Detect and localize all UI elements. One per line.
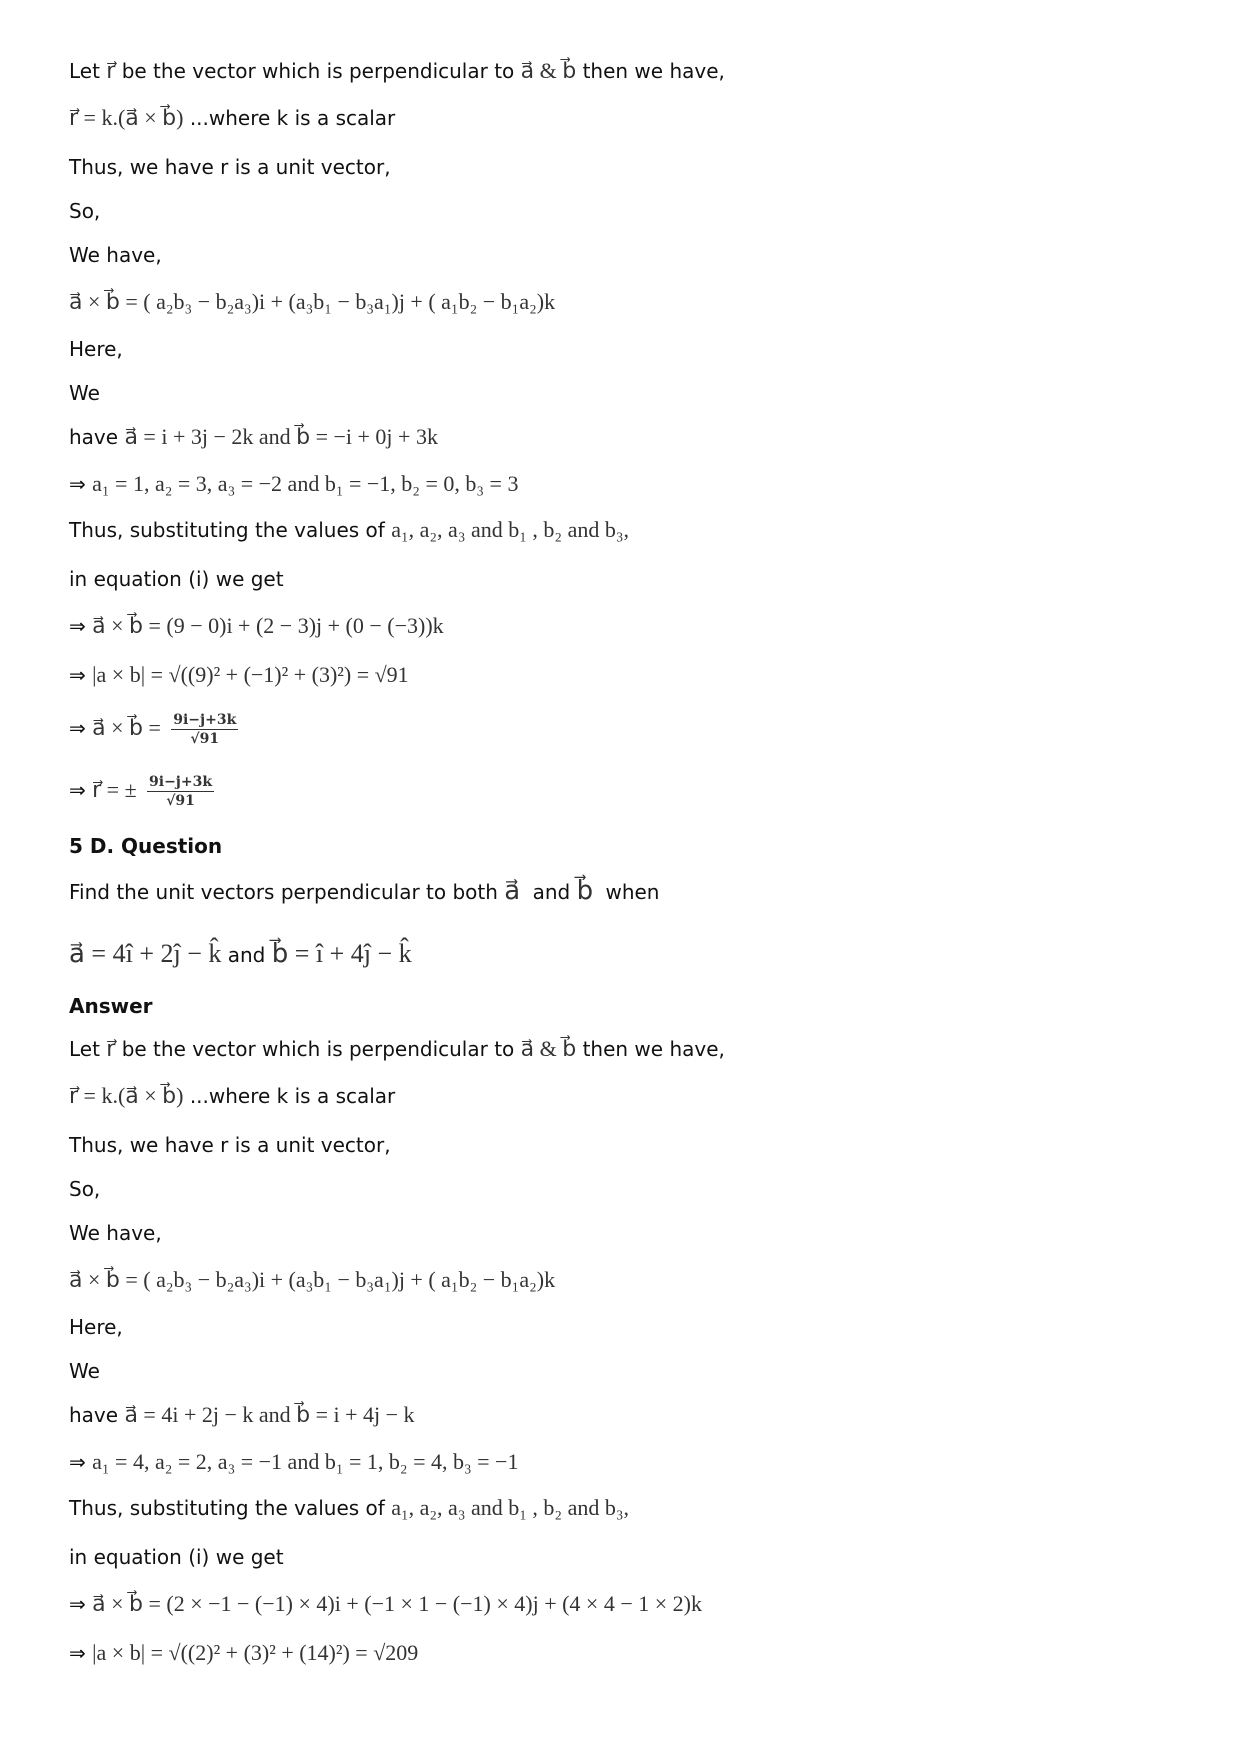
- math-expression: r⃗ = ±: [92, 777, 137, 802]
- math-line: [69, 470, 518, 498]
- text-line: [69, 565, 284, 593]
- line-text: ...where k is a scalar: [189, 106, 396, 130]
- fraction: [171, 712, 238, 747]
- math-expression: a⃗ & b⃗: [520, 58, 577, 83]
- text-line: [69, 241, 162, 269]
- fraction-numerator: 9i−j+3k: [173, 712, 237, 728]
- math-expression: a⃗ × b⃗ = ( a₂b₃ − b₂a₃)i + (a₃b₁ − b₃a₁)j + ( a₁b₂ − b₁a₂)k: [69, 1267, 556, 1292]
- line-text: So,: [69, 1177, 101, 1201]
- line-text: We have,: [69, 1221, 162, 1245]
- line-text: when: [605, 880, 660, 904]
- implies-arrow: ⇒: [69, 716, 86, 740]
- question-heading: [69, 832, 222, 860]
- text-line: [69, 1035, 725, 1063]
- math-expression: a₁ = 1, a₂ = 3, a₃ = −2 and b₁ = −1, b₂ = 0, b₃ = 3: [92, 471, 519, 496]
- fraction-denominator: √91: [190, 731, 220, 747]
- line-text: Let: [69, 1037, 100, 1061]
- implies-arrow: ⇒: [69, 472, 86, 496]
- fraction-denominator: √91: [166, 793, 195, 809]
- math-expression: a⃗ = 4î + 2ĵ − k̂: [69, 939, 222, 968]
- line-text: Find the unit vectors perpendicular to both: [69, 880, 498, 904]
- fraction-numerator: 9i−j+3k: [149, 774, 213, 790]
- line-text: Here,: [69, 1315, 123, 1339]
- line-text: Let: [69, 59, 100, 83]
- line-text: have: [69, 425, 119, 449]
- text-line: [69, 335, 123, 363]
- line-text: We: [69, 381, 100, 405]
- math-expression: a₁, a₂, a₃ and b₁ , b₂ and b₃,: [391, 1495, 630, 1520]
- fraction: [147, 774, 214, 809]
- text-line: [69, 153, 391, 181]
- math-expression: |a × b| = √((9)² + (−1)² + (3)²) = √91: [92, 662, 409, 687]
- math-expression: r⃗: [106, 58, 116, 83]
- math-line: [69, 661, 409, 689]
- math-line: [69, 423, 438, 451]
- line-text: then we have,: [582, 59, 725, 83]
- text-line: [69, 379, 100, 407]
- line-text: ...where k is a scalar: [189, 1084, 396, 1108]
- math-line: [69, 104, 395, 132]
- math-expression: r⃗ = k.(a⃗ × b⃗): [69, 105, 184, 130]
- math-line: [69, 1590, 702, 1618]
- math-expression: b⃗ = î + 4ĵ − k̂: [271, 939, 412, 968]
- text-line: [69, 1313, 123, 1341]
- line-text: be the vector which is perpendicular to: [121, 59, 515, 83]
- math-line: [69, 1494, 629, 1522]
- math-expression: r⃗: [106, 1036, 116, 1061]
- math-expression: a⃗ × b⃗ =: [92, 715, 161, 740]
- math-expression: a⃗ = i + 3j − 2k and b⃗ = −i + 0j + 3k: [124, 424, 438, 449]
- line-text: Thus, we have r is a unit vector,: [69, 155, 391, 179]
- math-line: [69, 712, 238, 747]
- implies-arrow: ⇒: [69, 663, 86, 687]
- line-text: be the vector which is perpendicular to: [121, 1037, 515, 1061]
- implies-arrow: ⇒: [69, 1592, 86, 1616]
- line-text: We: [69, 1359, 100, 1383]
- implies-arrow: ⇒: [69, 1641, 86, 1665]
- line-text: Thus, we have r is a unit vector,: [69, 1133, 391, 1157]
- math-line: [69, 1639, 418, 1667]
- math-expression: a₁, a₂, a₃ and b₁ , b₂ and b₃,: [391, 517, 630, 542]
- line-text: then we have,: [582, 1037, 725, 1061]
- implies-arrow: ⇒: [69, 778, 86, 802]
- answer-heading: [69, 992, 153, 1020]
- line-text: We have,: [69, 243, 162, 267]
- math-expression: r⃗ = k.(a⃗ × b⃗): [69, 1083, 184, 1108]
- math-expression: a⃗ × b⃗ = (2 × −1 − (−1) × 4)i + (−1 × 1 − (−1) × 4)j + (4 × 4 − 1 × 2)k: [92, 1591, 702, 1616]
- line-text: Here,: [69, 337, 123, 361]
- implies-arrow: ⇒: [69, 614, 86, 638]
- math-expression: a⃗ = 4i + 2j − k and b⃗ = i + 4j − k: [124, 1402, 415, 1427]
- math-expression: a⃗: [504, 876, 521, 905]
- math-expression: b⃗: [576, 876, 594, 905]
- heading-text: 5 D. Question: [69, 834, 223, 858]
- text-line: [69, 1219, 162, 1247]
- text-line: [69, 57, 725, 85]
- text-line: [69, 1357, 100, 1385]
- implies-arrow: ⇒: [69, 1450, 86, 1474]
- math-line: [69, 1266, 555, 1294]
- question-math: [69, 940, 412, 969]
- math-line: [69, 774, 214, 809]
- line-text: Thus, substituting the values of: [69, 1496, 385, 1520]
- line-text: and: [532, 880, 571, 904]
- heading-text: Answer: [69, 994, 153, 1018]
- math-line: [69, 288, 555, 316]
- math-line: [69, 1082, 395, 1110]
- math-line: [69, 516, 629, 544]
- math-expression: a₁ = 4, a₂ = 2, a₃ = −1 and b₁ = 1, b₂ = 4, b₃ = −1: [92, 1449, 519, 1474]
- text-line: [69, 1543, 284, 1571]
- text-line: [69, 1131, 391, 1159]
- question-text: [69, 877, 659, 906]
- math-expression: a⃗ × b⃗ = ( a₂b₃ − b₂a₃)i + (a₃b₁ − b₃a₁)j + ( a₁b₂ − b₁a₂)k: [69, 289, 556, 314]
- line-text: and: [227, 943, 266, 967]
- line-text: in equation (i) we get: [69, 567, 284, 591]
- math-expression: a⃗ × b⃗ = (9 − 0)i + (2 − 3)j + (0 − (−3))k: [92, 613, 444, 638]
- line-text: So,: [69, 199, 101, 223]
- text-line: [69, 197, 100, 225]
- text-line: [69, 1175, 100, 1203]
- line-text: in equation (i) we get: [69, 1545, 284, 1569]
- math-expression: a⃗ & b⃗: [520, 1036, 577, 1061]
- math-line: [69, 612, 444, 640]
- math-line: [69, 1401, 415, 1429]
- line-text: Thus, substituting the values of: [69, 518, 385, 542]
- math-line: [69, 1448, 518, 1476]
- line-text: have: [69, 1403, 119, 1427]
- math-expression: |a × b| = √((2)² + (3)² + (14)²) = √209: [92, 1640, 419, 1665]
